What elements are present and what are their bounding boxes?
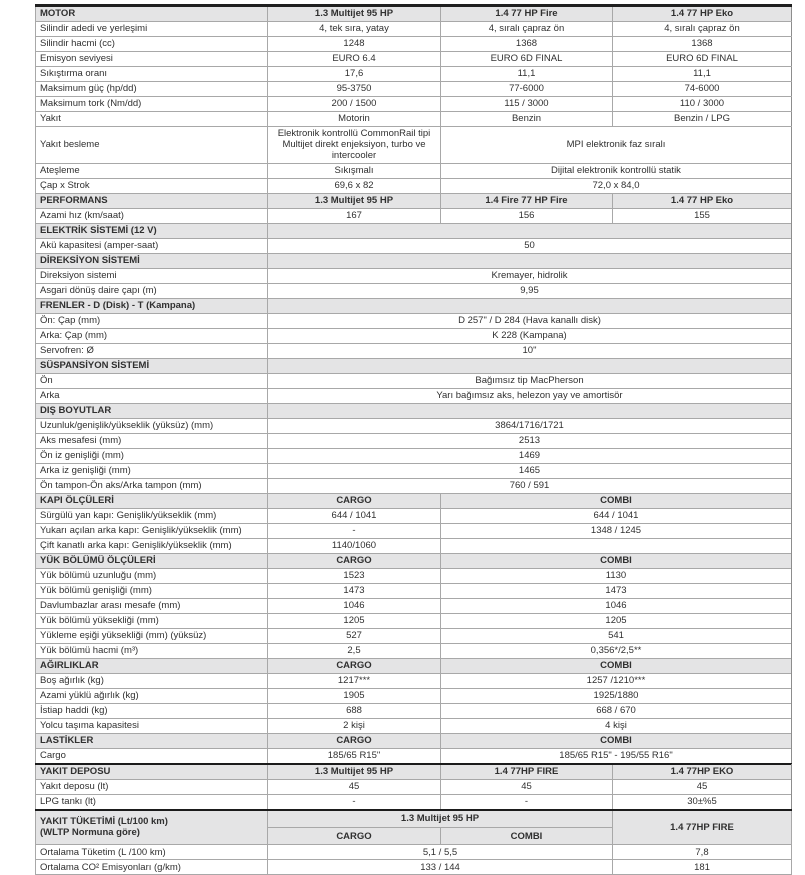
- row-label: Yük bölümü hacmi (m³): [36, 643, 268, 658]
- spec-row: [36, 37, 792, 52]
- cell-value: 1046: [441, 598, 792, 613]
- cell-value: 10": [268, 343, 792, 358]
- cell-value: MPI elektronik faz sıralı: [441, 127, 792, 164]
- spec-row: [36, 613, 792, 628]
- section-title-text: DİREKSİYON SİSTEMİ: [40, 255, 140, 266]
- cell-value: -: [441, 794, 613, 810]
- row-label: Yakıt besleme: [36, 127, 268, 164]
- row-label: Asgari dönüş daire çapı (m): [36, 283, 268, 298]
- column-header: CARGO: [268, 493, 441, 508]
- cell-value: Sıkışmalı: [268, 163, 441, 178]
- cell-value: 1473: [441, 583, 792, 598]
- cell-value: Benzin / LPG: [613, 112, 792, 127]
- cell-value: 668 / 670: [441, 703, 792, 718]
- spec-row: [36, 163, 792, 178]
- row-label: Arka iz genişliği (mm): [36, 463, 268, 478]
- cell-value: 1465: [268, 463, 792, 478]
- section-header-spacer: [268, 223, 792, 238]
- section-title: [36, 403, 268, 418]
- section-title: [36, 764, 268, 780]
- spec-row: [36, 508, 792, 523]
- column-header: CARGO: [268, 733, 441, 748]
- row-label: Yük bölümü genişliği (mm): [36, 583, 268, 598]
- spec-row: [36, 433, 792, 448]
- cell-value: EURO 6D FINAL: [441, 52, 613, 67]
- spec-row: [36, 268, 792, 283]
- section-title-text: YAKIT TÜKETİMİ (Lt/100 km): [40, 816, 168, 828]
- spec-row: [36, 313, 792, 328]
- spec-row: [36, 628, 792, 643]
- cell-value: Elektronik kontrollü CommonRail tipi Multijet direkt enjeksiyon, turbo ve intercooler: [268, 127, 441, 164]
- cell-value: 69,6 x 82: [268, 178, 441, 193]
- row-label: Azami yüklü ağırlık (kg): [36, 688, 268, 703]
- spec-row: [36, 388, 792, 403]
- column-header: COMBI: [441, 553, 792, 568]
- spec-row: [36, 283, 792, 298]
- cell-value: 760 / 591: [268, 478, 792, 493]
- cell-value: 9,95: [268, 283, 792, 298]
- section-title: [36, 6, 268, 22]
- section-header-row: [36, 658, 792, 673]
- column-header: CARGO: [268, 553, 441, 568]
- spec-row: [36, 568, 792, 583]
- row-label: Servofren: Ø: [36, 343, 268, 358]
- section-title: [36, 733, 268, 748]
- section-title-text: KAPI ÖLÇÜLERİ: [40, 495, 114, 506]
- row-label: Ateşleme: [36, 163, 268, 178]
- section-title-text: PERFORMANS: [40, 195, 108, 206]
- spec-row: [36, 598, 792, 613]
- cell-value: 1130: [441, 568, 792, 583]
- column-header: 1.4 77HP FIRE: [613, 810, 792, 845]
- row-label: Emisyon seviyesi: [36, 52, 268, 67]
- column-header: 1.4 Fire 77 HP Fire: [441, 193, 613, 208]
- spec-row: [36, 448, 792, 463]
- row-label: Ön iz genişliği (mm): [36, 448, 268, 463]
- cell-value: 155: [613, 208, 792, 223]
- cell-value: 1523: [268, 568, 441, 583]
- cell-value: 185/65 R15" - 195/55 R16": [441, 748, 792, 764]
- row-label: Silindir hacmi (cc): [36, 37, 268, 52]
- cell-value: EURO 6D FINAL: [613, 52, 792, 67]
- row-label: LPG tankı (lt): [36, 794, 268, 810]
- section-header-row: [36, 193, 792, 208]
- spec-row: [36, 22, 792, 37]
- section-title: [36, 810, 268, 845]
- cell-value: 167: [268, 208, 441, 223]
- section-header-row: [36, 253, 792, 268]
- cell-value: Dijital elektronik kontrollü statik: [441, 163, 792, 178]
- cell-value: 1348 / 1245: [441, 523, 792, 538]
- spec-row: [36, 418, 792, 433]
- row-label: Yakıt deposu (lt): [36, 779, 268, 794]
- cell-value: 4, tek sıra, yatay: [268, 22, 441, 37]
- cell-value: 7,8: [613, 845, 792, 860]
- spec-row: [36, 52, 792, 67]
- cell-value: Bağımsız tip MacPherson: [268, 373, 792, 388]
- row-label: Ortalama CO² Emisyonları (g/km): [36, 860, 268, 875]
- spec-row: [36, 688, 792, 703]
- column-header: COMBI: [441, 658, 792, 673]
- cell-value: -: [268, 523, 441, 538]
- section-header-spacer: [268, 253, 792, 268]
- row-label: Çap x Strok: [36, 178, 268, 193]
- cell-value: 3864/1716/1721: [268, 418, 792, 433]
- cell-value: 1905: [268, 688, 441, 703]
- cell-value: 644 / 1041: [441, 508, 792, 523]
- spec-row: [36, 238, 792, 253]
- cell-value: Motorin: [268, 112, 441, 127]
- spec-row: [36, 583, 792, 598]
- cell-value: 5,1 / 5,5: [268, 845, 613, 860]
- cell-value: 1925/1880: [441, 688, 792, 703]
- section-title-text: LASTİKLER: [40, 735, 94, 746]
- column-header: COMBI: [441, 733, 792, 748]
- section-title-text: SÜSPANSİYON SİSTEMİ: [40, 360, 150, 371]
- cell-value: 2513: [268, 433, 792, 448]
- cell-value: Benzin: [441, 112, 613, 127]
- row-label: Yakıt: [36, 112, 268, 127]
- row-label: Yük bölümü yüksekliği (mm): [36, 613, 268, 628]
- spec-row: [36, 643, 792, 658]
- cell-value: 1257 /1210***: [441, 673, 792, 688]
- cell-value: [441, 538, 792, 553]
- row-label: Arka: Çap (mm): [36, 328, 268, 343]
- column-header: 1.4 77HP EKO: [613, 764, 792, 780]
- row-label: Direksiyon sistemi: [36, 268, 268, 283]
- column-header: 1.3 Multijet 95 HP: [268, 193, 441, 208]
- cell-value: 45: [441, 779, 613, 794]
- cell-value: 72,0 x 84,0: [441, 178, 792, 193]
- spec-row: [36, 718, 792, 733]
- row-label: Maksimum güç (hp/dd): [36, 82, 268, 97]
- spec-row: [36, 845, 792, 860]
- row-label: Çift kanatlı arka kapı: Genişlik/yükseklik (mm): [36, 538, 268, 553]
- row-label: Boş ağırlık (kg): [36, 673, 268, 688]
- section-title: [36, 298, 268, 313]
- row-label: Akü kapasitesi (amper-saat): [36, 238, 268, 253]
- column-header: COMBI: [441, 493, 792, 508]
- spec-row: [36, 794, 792, 810]
- cell-value: 17,6: [268, 67, 441, 82]
- section-header-row: [36, 298, 792, 313]
- row-label: Maksimum tork (Nm/dd): [36, 97, 268, 112]
- cell-value: 30±%5: [613, 794, 792, 810]
- section-header-row: [36, 810, 792, 828]
- section-header-row: [36, 223, 792, 238]
- cell-value: 200 / 1500: [268, 97, 441, 112]
- spec-table: [35, 4, 792, 875]
- spec-row: [36, 82, 792, 97]
- section-header-row: [36, 764, 792, 780]
- column-header: 1.4 77 HP Eko: [613, 6, 792, 22]
- cell-value: 1205: [441, 613, 792, 628]
- section-title: [36, 658, 268, 673]
- section-title-text: YAKIT DEPOSU: [40, 766, 111, 777]
- cell-value: 1368: [441, 37, 613, 52]
- row-label: Arka: [36, 388, 268, 403]
- row-label: Sıkıştırma oranı: [36, 67, 268, 82]
- spec-row: [36, 748, 792, 764]
- row-label: Ön tampon-Ön aks/Arka tampon (mm): [36, 478, 268, 493]
- cell-value: 185/65 R15": [268, 748, 441, 764]
- section-header-row: [36, 358, 792, 373]
- section-header-spacer: [268, 403, 792, 418]
- section-header-row: [36, 493, 792, 508]
- cell-value: 156: [441, 208, 613, 223]
- section-title-text: DIŞ BOYUTLAR: [40, 405, 112, 416]
- cell-value: 2,5: [268, 643, 441, 658]
- cell-value: 45: [268, 779, 441, 794]
- section-title-text: YÜK BÖLÜMÜ ÖLÇÜLERİ: [40, 555, 156, 566]
- row-label: Yolcu taşıma kapasitesi: [36, 718, 268, 733]
- spec-row: [36, 779, 792, 794]
- row-label: Yukarı açılan arka kapı: Genişlik/yükseklik (mm): [36, 523, 268, 538]
- column-header: 1.3 Multijet 95 HP: [268, 810, 613, 828]
- section-header-spacer: [268, 358, 792, 373]
- spec-row: [36, 328, 792, 343]
- section-title-text: AĞIRLIKLAR: [40, 660, 99, 671]
- spec-row: [36, 523, 792, 538]
- column-header: 1.4 77 HP Eko: [613, 193, 792, 208]
- row-label: Ön: [36, 373, 268, 388]
- spec-row: [36, 373, 792, 388]
- cell-value: 4, sıralı çapraz ön: [441, 22, 613, 37]
- spec-row: [36, 343, 792, 358]
- section-header-spacer: [268, 298, 792, 313]
- section-header-row: [36, 733, 792, 748]
- cell-value: 1469: [268, 448, 792, 463]
- cell-value: 688: [268, 703, 441, 718]
- section-header-row: [36, 553, 792, 568]
- section-title: [36, 193, 268, 208]
- cell-value: Kremayer, hidrolik: [268, 268, 792, 283]
- cell-value: EURO 6.4: [268, 52, 441, 67]
- cell-value: 1140/1060: [268, 538, 441, 553]
- section-title: [36, 553, 268, 568]
- sub-column-header: COMBI: [441, 827, 613, 844]
- spec-row: [36, 97, 792, 112]
- cell-value: 541: [441, 628, 792, 643]
- cell-value: 11,1: [441, 67, 613, 82]
- spec-row: [36, 538, 792, 553]
- cell-value: 110 / 3000: [613, 97, 792, 112]
- row-label: Sürgülü yan kapı: Genişlik/yükseklik (mm): [36, 508, 268, 523]
- column-header: 1.3 Multijet 95 HP: [268, 6, 441, 22]
- cell-value: 45: [613, 779, 792, 794]
- cell-value: Yarı bağımsız aks, helezon yay ve amortisör: [268, 388, 792, 403]
- spec-table-body: [36, 6, 792, 875]
- spec-row: [36, 127, 792, 164]
- row-label: Aks mesafesi (mm): [36, 433, 268, 448]
- row-label: Uzunluk/genişlik/yükseklik (yüksüz) (mm): [36, 418, 268, 433]
- row-label: Ortalama Tüketim (L /100 km): [36, 845, 268, 860]
- spec-row: [36, 673, 792, 688]
- cell-value: 1205: [268, 613, 441, 628]
- cell-value: 2 kişi: [268, 718, 441, 733]
- section-title: [36, 223, 268, 238]
- row-label: Azami hız (km/saat): [36, 208, 268, 223]
- row-label: Davlumbazlar arası mesafe (mm): [36, 598, 268, 613]
- cell-value: 115 / 3000: [441, 97, 613, 112]
- cell-value: 1473: [268, 583, 441, 598]
- column-header: 1.3 Multijet 95 HP: [268, 764, 441, 780]
- cell-value: 95-3750: [268, 82, 441, 97]
- cell-value: 1046: [268, 598, 441, 613]
- column-header: CARGO: [268, 658, 441, 673]
- spec-row: [36, 463, 792, 478]
- spec-row: [36, 860, 792, 875]
- cell-value: -: [268, 794, 441, 810]
- cell-value: 11,1: [613, 67, 792, 82]
- cell-value: 77-6000: [441, 82, 613, 97]
- section-title-text: FRENLER - D (Disk) - T (Kampana): [40, 300, 196, 311]
- cell-value: 133 / 144: [268, 860, 613, 875]
- cell-value: 1368: [613, 37, 792, 52]
- cell-value: 74-6000: [613, 82, 792, 97]
- sub-column-header: CARGO: [268, 827, 441, 844]
- spec-row: [36, 178, 792, 193]
- column-header: 1.4 77 HP Fire: [441, 6, 613, 22]
- cell-value: 1248: [268, 37, 441, 52]
- section-title: [36, 358, 268, 373]
- section-title: [36, 493, 268, 508]
- section-title-text-line2: (WLTP Normuna göre): [40, 827, 140, 839]
- spec-row: [36, 478, 792, 493]
- row-label: Cargo: [36, 748, 268, 764]
- section-title-text: ELEKTRİK SİSTEMİ (12 V): [40, 225, 157, 236]
- cell-value: 527: [268, 628, 441, 643]
- row-label: Silindir adedi ve yerleşimi: [36, 22, 268, 37]
- section-header-row: [36, 6, 792, 22]
- row-label: Yükleme eşiği yüksekliği (mm) (yüksüz): [36, 628, 268, 643]
- section-title: [36, 253, 268, 268]
- spec-row: [36, 703, 792, 718]
- row-label: İstiap haddi (kg): [36, 703, 268, 718]
- cell-value: 181: [613, 860, 792, 875]
- cell-value: 4, sıralı çapraz ön: [613, 22, 792, 37]
- cell-value: 4 kişi: [441, 718, 792, 733]
- row-label: Yük bölümü uzunluğu (mm): [36, 568, 268, 583]
- cell-value: 0,356*/2,5**: [441, 643, 792, 658]
- spec-row: [36, 112, 792, 127]
- row-label: Ön: Çap (mm): [36, 313, 268, 328]
- cell-value: 1217***: [268, 673, 441, 688]
- cell-value: 50: [268, 238, 792, 253]
- cell-value: D 257" / D 284 (Hava kanallı disk): [268, 313, 792, 328]
- column-header: 1.4 77HP FIRE: [441, 764, 613, 780]
- cell-value: 644 / 1041: [268, 508, 441, 523]
- section-title-text: MOTOR: [40, 8, 76, 20]
- spec-row: [36, 67, 792, 82]
- section-header-row: [36, 403, 792, 418]
- spec-row: [36, 208, 792, 223]
- cell-value: K 228 (Kampana): [268, 328, 792, 343]
